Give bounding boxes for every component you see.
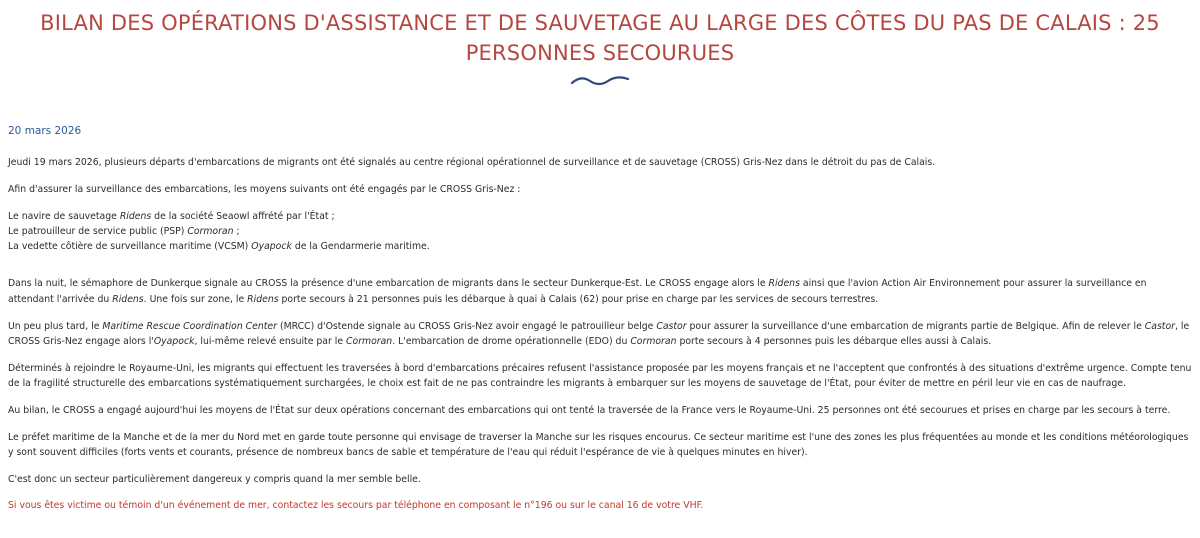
means-item-cormoran: Le patrouilleur de service public (PSP) Cormoran ; [8,225,240,237]
paragraph-intro: Jeudi 19 mars 2026, plusieurs départs d'embarcations de migrants ont été signalés au centre régional opérationnel de surveillance et de sauvetage (CROSS) Gris-Nez dans le détroit du pas de Calais. [8,157,936,168]
paragraph-means-intro: Afin d'assurer la surveillance des embarcations, les moyens suivants ont été engagés par le CROSS Gris-Nez : [8,183,521,195]
article-body [8,155,1194,525]
emergency-notice: Si vous êtes victime ou témoin d'un événement de mer, contactez les secours par téléphone en composant le n°196 ou sur le canal 16 de votre VHF. [8,500,704,512]
wave-divider-icon [570,74,630,88]
means-item-oyapock: La vedette côtière de surveillance maritime (VCSM) Oyapock de la Gendarmerie maritime. [8,241,430,253]
means-item-ridens: Le navire de sauvetage Ridens de la société Seaowl affrété par l'État ; [8,210,335,222]
paragraph-context: Déterminés à rejoindre le Royaume-Uni, les migrants qui effectuent les traversées à bord d'embarcations précaires refusent l'assistance proposée par les moyens français et ne l'acceptent que confrontés à des situations d'extrême urgence. Compte tenu de la fragilité structurelle des embarcations systématiquement surchargées, le choix est fait de ne pas contraindre les migrants à embarquer sur les moyens de sauvetage de l'État, pour éviter de mettre en péril leur vie en cas de naufrage. [8,362,1192,389]
page-title: BILAN DES OPÉRATIONS D'ASSISTANCE ET DE SAUVETAGE AU LARGE DES CÔTES DU PAS DE CALAIS : 25 PERSONNES SECOURUES [40,11,1160,65]
paragraph-operation-1: Dans la nuit, le sémaphore de Dunkerque signale au CROSS la présence d'une embarcation de migrants dans le secteur Dunkerque-Est. Le CROSS engage alors le Ridens ainsi que l'avion Action Air Environnement pour assurer la surveillance en attendant l'arrivée du Ridens. Une fois sur zone, le Ridens porte secours à 21 personnes puis les débarque à quai à Calais (62) pour prise en charge par les services de secours terrestres. [8,278,1147,305]
paragraph-danger: C'est donc un secteur particulièrement dangereux y compris quand la mer semble belle. [8,473,421,485]
means-list [8,209,1194,255]
publication-date: 20 mars 2026 [8,125,82,137]
paragraph-summary: Au bilan, le CROSS a engagé aujourd'hui les moyens de l'État sur deux opérations concernant des embarcations qui ont tenté la traversée de la France vers le Royaume-Uni. 25 personnes ont été secourues et prises en charge par les secours à terre. [8,404,1171,416]
paragraph-operation-2: Un peu plus tard, le Maritime Rescue Coordination Center (MRCC) d'Ostende signale au CROSS Gris-Nez avoir engagé le patrouilleur belge Castor pour assurer la surveillance d'une embarcation de migrants partie de Belgique. Afin de relever le Castor, le CROSS Gris-Nez engage alors l'Oyapock, lui-même relevé ensuite par le Cormoran. L'embarcation de drome opérationnelle (EDO) du Cormoran porte secours à 4 personnes puis les débarque elles aussi à Calais. [8,320,1190,347]
paragraph-warning-prefet: Le préfet maritime de la Manche et de la mer du Nord met en garde toute personne qui envisage de traverser la Manche sur les risques encourus. Ce secteur maritime est l'une des zones les plus fréquentées au monde et les conditions météorologiques y sont souvent difficiles (forts vents et courants, présence de nombreux bancs de sable et température de l'eau qui réduit l'espérance de vie à quelques minutes en hiver). [8,431,1189,458]
